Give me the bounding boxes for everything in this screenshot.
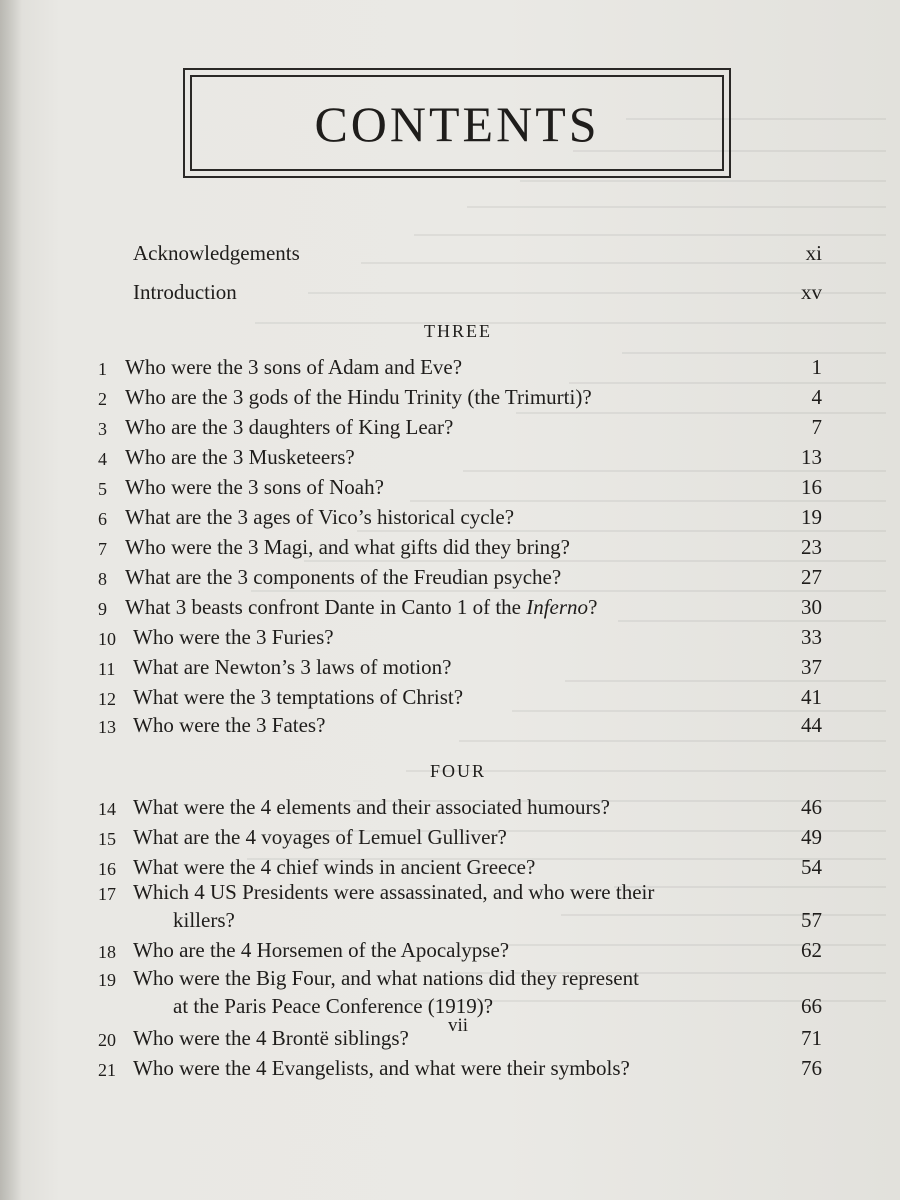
entry-number: 19 xyxy=(98,970,116,990)
entry-number: 14 xyxy=(98,799,116,819)
show-through-line xyxy=(561,914,886,916)
show-through-line xyxy=(414,234,886,236)
entry-number: 8 xyxy=(98,569,107,589)
show-through-line xyxy=(251,590,886,592)
entry-question: What were the 4 elements and their associated humours? xyxy=(133,795,610,819)
entry-page: 62 xyxy=(801,938,822,962)
entry-number: 16 xyxy=(98,859,116,879)
entry-page: 49 xyxy=(801,825,822,849)
show-through-line xyxy=(463,470,886,472)
show-through-line xyxy=(467,206,886,208)
entry-page: 57 xyxy=(801,908,822,932)
entry-question: What were the 4 chief winds in ancient Greece? xyxy=(133,855,536,879)
entry-page: 1 xyxy=(811,355,822,379)
entry-question-end: ? xyxy=(588,595,598,619)
section-heading: THREE xyxy=(424,321,492,341)
entry-page: 19 xyxy=(801,505,822,529)
entry-number: 17 xyxy=(98,884,116,904)
entry-question: Who were the Big Four, and what nations did they represent xyxy=(133,966,639,990)
entry-page: 66 xyxy=(801,994,822,1018)
entry-page: 37 xyxy=(801,655,822,679)
entry-title-italic: Inferno xyxy=(526,595,589,619)
show-through-line xyxy=(410,500,886,502)
entry-question: Who are the 3 gods of the Hindu Trinity (the Trimurti)? xyxy=(125,385,592,409)
entry-number: 12 xyxy=(98,689,116,709)
entry-number: 1 xyxy=(98,359,107,379)
entry-question: What 3 beasts confront Dante in Canto 1 of the Inferno? xyxy=(125,595,598,619)
title-frame xyxy=(183,68,731,178)
entry-question: Who are the 4 Horsemen of the Apocalypse? xyxy=(133,938,510,962)
front-matter-label: Acknowledgements xyxy=(133,241,300,265)
show-through-line xyxy=(614,886,886,888)
entry-question: What were the 3 temptations of Christ? xyxy=(133,685,464,709)
entry-question-continued: killers? xyxy=(173,908,235,932)
entry-number: 7 xyxy=(98,539,107,559)
entry-page: 30 xyxy=(801,595,822,619)
title-frame-inner xyxy=(190,75,724,171)
entry-number: 15 xyxy=(98,829,116,849)
entry-page: 13 xyxy=(801,445,822,469)
section-heading: FOUR xyxy=(429,761,486,781)
show-through-line xyxy=(304,560,886,562)
entry-number: 10 xyxy=(98,629,116,649)
entry-number: 6 xyxy=(98,509,107,529)
show-through-line xyxy=(308,292,886,294)
entry-question: Who were the 3 Magi, and what gifts did they bring? xyxy=(125,535,570,559)
entry-question: Who are the 3 Musketeers? xyxy=(125,445,355,469)
entry-page: 27 xyxy=(801,565,822,589)
entry-question: What are Newton’s 3 laws of motion? xyxy=(133,655,452,679)
entry-page: 46 xyxy=(801,795,822,819)
entry-number: 3 xyxy=(98,419,107,439)
entry-question: Who are the 3 daughters of King Lear? xyxy=(125,415,454,439)
entry-page: 76 xyxy=(801,1056,822,1080)
entry-question: Who were the 3 Furies? xyxy=(133,625,334,649)
front-matter-page: xv xyxy=(801,280,822,304)
entry-number: 20 xyxy=(98,1030,116,1050)
entry-number: 2 xyxy=(98,389,107,409)
entry-number: 11 xyxy=(98,659,116,679)
entry-question: Who were the 3 Fates? xyxy=(133,713,326,737)
entry-page: 7 xyxy=(811,415,822,439)
show-through-line xyxy=(569,382,886,384)
entry-page: 16 xyxy=(801,475,822,499)
entry-number: 5 xyxy=(98,479,107,499)
entry-question-continued: at the Paris Peace Conference (1919)? xyxy=(173,994,494,1018)
entry-page: 33 xyxy=(801,625,822,649)
entry-page: 71 xyxy=(801,1026,822,1050)
entry-page: 44 xyxy=(801,713,822,737)
entry-number: 13 xyxy=(98,717,116,737)
page-title: CONTENTS xyxy=(314,96,600,152)
entry-question: What are the 4 voyages of Lemuel Gulliver? xyxy=(133,825,507,849)
entry-page: 4 xyxy=(811,385,822,409)
entry-question: Which 4 US Presidents were assassinated, and who were their xyxy=(133,880,655,904)
entry-question: What are the 3 components of the Freudian psyche? xyxy=(125,565,562,589)
front-matter-label: Introduction xyxy=(133,280,237,304)
show-through-line xyxy=(512,710,886,712)
front-matter-page: xi xyxy=(805,241,822,265)
entry-page: 23 xyxy=(801,535,822,559)
show-through-line xyxy=(357,530,886,532)
page-number: vii xyxy=(447,1015,469,1036)
entry-number: 9 xyxy=(98,599,107,619)
show-through-line xyxy=(508,944,886,946)
entry-page: 54 xyxy=(801,855,822,879)
entry-question: Who were the 3 sons of Adam and Eve? xyxy=(125,355,463,379)
entry-number: 4 xyxy=(98,449,107,469)
show-through-line xyxy=(622,352,886,354)
show-through-line xyxy=(459,740,886,742)
entry-number: 21 xyxy=(98,1060,116,1080)
entry-question: Who were the 4 Brontë siblings? xyxy=(133,1026,409,1050)
show-through-line xyxy=(520,180,886,182)
show-through-line xyxy=(516,412,886,414)
entry-question: Who were the 3 sons of Noah? xyxy=(125,475,384,499)
entry-number: 18 xyxy=(98,942,116,962)
show-through-line xyxy=(565,680,886,682)
show-through-line xyxy=(618,620,886,622)
entry-page: 41 xyxy=(801,685,822,709)
entry-question: What are the 3 ages of Vico’s historical cycle? xyxy=(125,505,515,529)
entry-question: Who were the 4 Evangelists, and what were their symbols? xyxy=(133,1056,630,1080)
